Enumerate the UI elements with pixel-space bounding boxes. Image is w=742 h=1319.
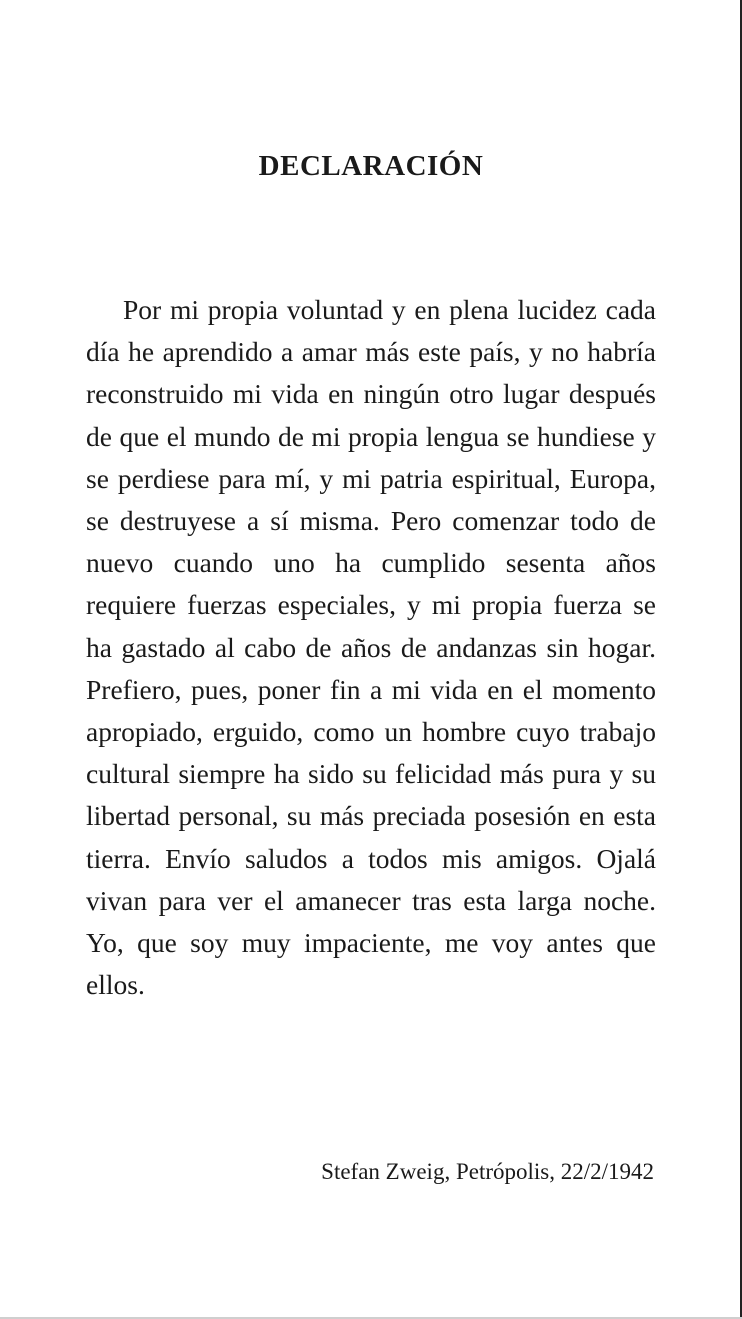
- signature-line: Stefan Zweig, Petrópolis, 22/2/1942: [321, 1159, 654, 1184]
- page-title: DECLARACIÓN: [258, 150, 484, 182]
- declaration-paragraph: Por mi propia voluntad y en plena lucidez cada día he aprendido a amar más este país, y no habría reconstruido mi vida en ningún otro lugar después de que el mundo de mi propia lengua se hundiese y se perdiese para mí, y mi patria espiritual, Europa, se destruyese a sí misma. Pero comenzar todo de nuevo cuando uno ha cumplido sesenta años requiere fuerzas especiales, y mi propia fuerza se ha gastado al cabo de años de andanzas sin hogar. Prefiero, pues, poner fin a mi vida en el momento apropiado, erguido, como un hombre cuyo trabajo cultural siempre ha sido su felicidad más pura y su libertad personal, su más preciada posesión en esta tierra. Envío saludos a todos mis amigos. Ojalá vivan para ver el amanecer tras esta larga noche. Yo, que soy muy impaciente, me voy antes que ellos.: [86, 294, 656, 1001]
